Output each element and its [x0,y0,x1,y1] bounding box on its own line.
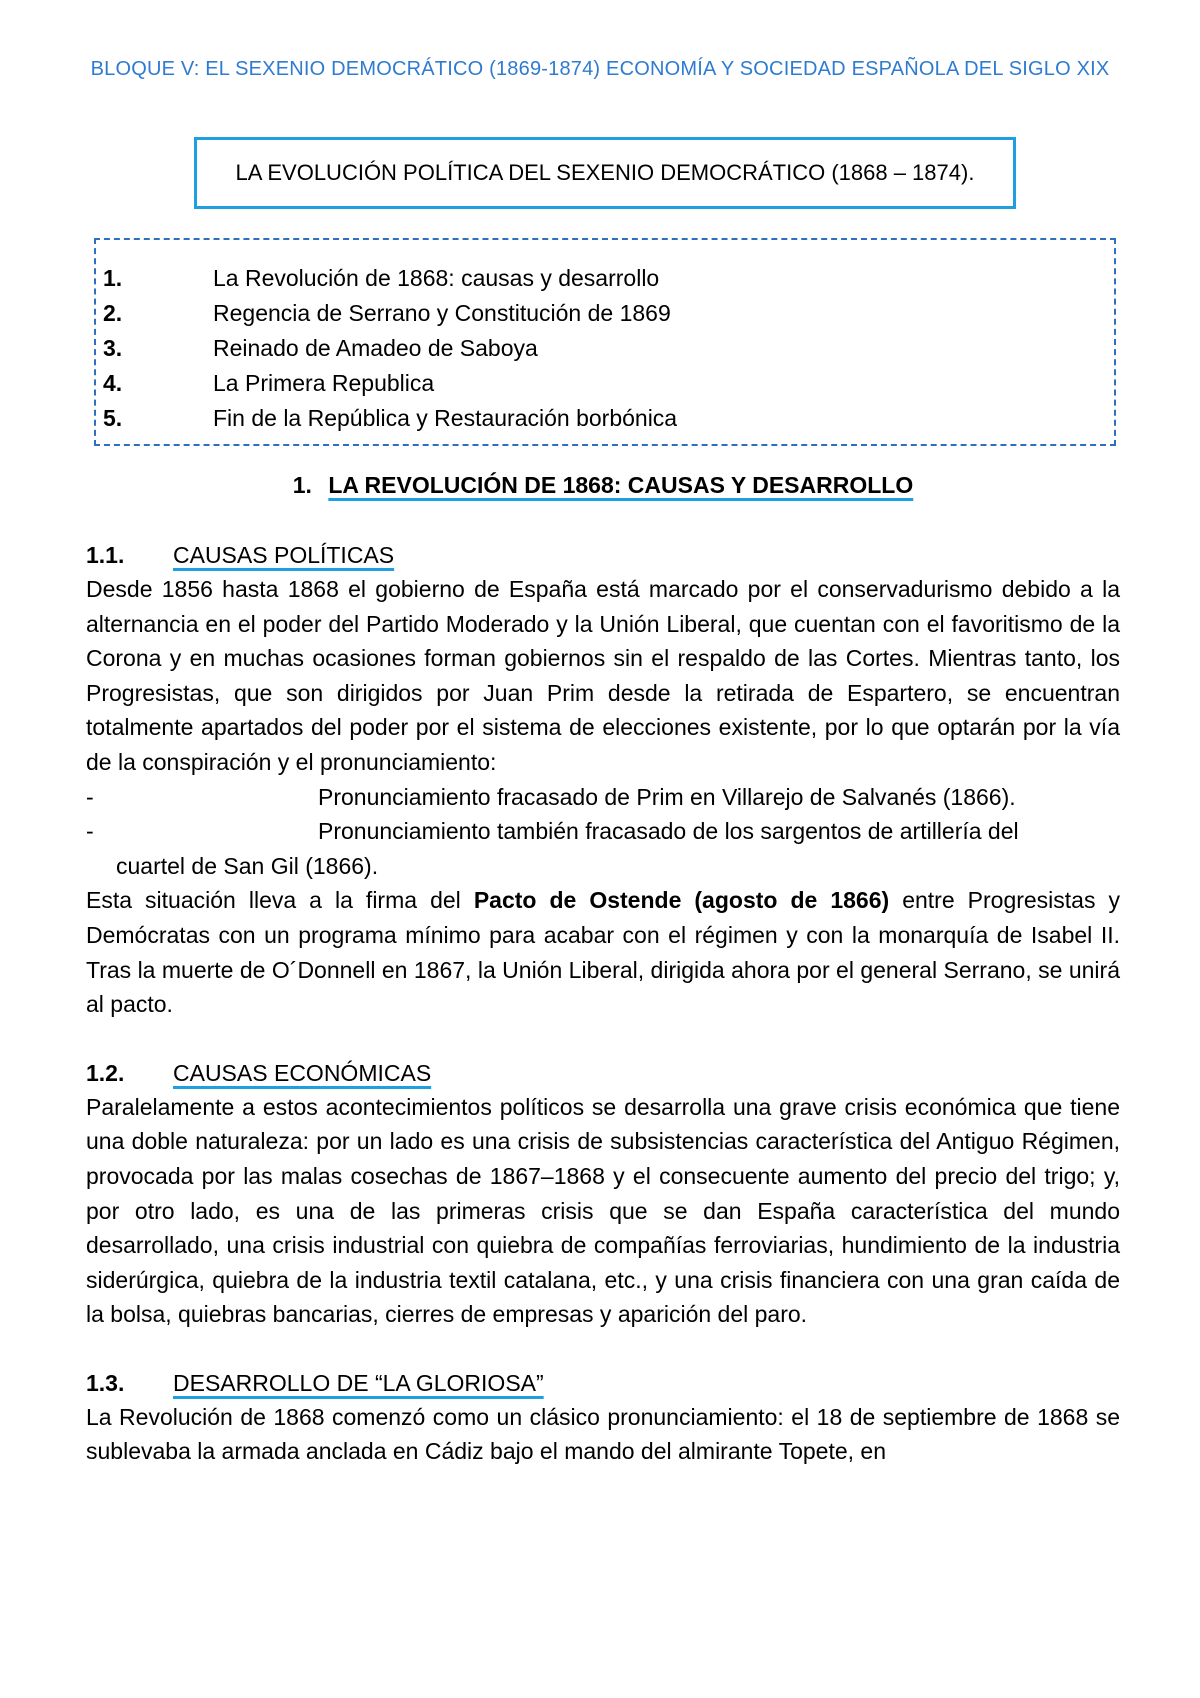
toc-item [103,366,1114,401]
section-title: LA REVOLUCIÓN DE 1868: CAUSAS Y DESARROLLO [328,472,914,498]
toc-text: Reinado de Amadeo de Saboya [213,335,538,361]
toc-text: Regencia de Serrano y Constitución de 1869 [213,300,671,326]
bullet-dash: - [86,783,94,810]
bullet-dash: - [86,818,94,845]
subsection-title: DESARROLLO DE “LA GLORIOSA” [173,1369,544,1396]
subsection-number: 1.1. [86,542,125,568]
subsection-number: 1.2. [86,1059,125,1086]
toc-number: 2. [103,300,123,326]
toc-item [103,261,1114,296]
paragraph-text: Esta situación lleva a la firma del [86,887,474,914]
subsection-title: CAUSAS POLÍTICAS [173,542,395,568]
section-number: 1. [292,472,312,498]
page-header: BLOQUE V: EL SEXENIO DEMOCRÁTICO (1869-1874) ECONOMÍA Y SOCIEDAD ESPAÑOLA DEL SIGLO XIX [90,58,1110,80]
bullet-text: Pronunciamiento fracasado de Prim en Villarejo de Salvanés (1866). [318,783,1016,810]
toc-text: La Revolución de 1868: causas y desarrollo [213,265,660,291]
subsection-title: CAUSAS ECONÓMICAS [173,1059,432,1086]
bullet-text: Pronunciamiento también fracasado de los sargentos de artillería del [318,818,1019,845]
document-title: LA EVOLUCIÓN POLÍTICA DEL SEXENIO DEMOCRÁTICO (1868 – 1874). [235,160,975,185]
main-content [86,468,1120,1469]
toc-item [103,401,1114,436]
subsection-heading [86,1366,1120,1400]
toc-text: La Primera Republica [213,370,435,396]
section-heading [86,468,1120,502]
toc-number: 1. [103,265,123,291]
subsection-heading [86,1056,1120,1090]
toc-number: 3. [103,335,123,361]
toc-number: 4. [103,370,123,396]
bullet-item [86,814,1120,849]
toc-item [103,331,1114,366]
table-of-contents [94,238,1116,446]
paragraph: Desde 1856 hasta 1868 el gobierno de España está marcado por el conservadurismo debido a la alternancia en el poder del Partido Moderado y la Unión Liberal, que cuentan con el favoritismo de la Corona y en muchas ocasiones forman gobiernos sin el respaldo de las Cortes. Mientras tanto, los Progresistas, que son dirigidos por Juan Prim desde la retirada de Espartero, se encuentran totalmente apartados del poder por el sistema de elecciones existente, por lo que optarán por la vía de la conspiración y el pronunciamiento: [86,576,1120,775]
title-box [194,137,1016,209]
paragraph: La Revolución de 1868 comenzó como un clásico pronunciamiento: el 18 de septiembre de 1868 se sublevaba la armada anclada en Cádiz bajo el mando del almirante Topete, en [86,1403,1120,1465]
bold-text: Pacto de Ostende (agosto de 1866) [473,887,890,914]
toc-item [103,296,1114,331]
paragraph [86,883,1120,1021]
subsection-number: 1.3. [86,1369,125,1396]
subsection-heading [86,538,1120,572]
paragraph-text: entre Progresistas y Demócratas con un programa mínimo para acabar con el régimen y con la monarquía de Isabel II. Tras la muerte de O´Donnell en 1867, la Unión Liberal, dirigida ahora por el general Serrano, se unirá al pacto. [86,887,1121,1018]
bullet-item [86,780,1120,815]
toc-number: 5. [103,405,123,431]
paragraph: Paralelamente a estos acontecimientos políticos se desarrolla una grave crisis económica que tiene una doble naturaleza: por un lado es una crisis de subsistencias característica del Antiguo Régimen, provocada por las malas cosechas de 1867–1868 y el consecuente aumento del precio del trigo; y, por otro lado, es una de las primeras crisis que se dan España característica del mundo desarrollado, una crisis industrial con quiebra de compañías ferroviarias, hundimiento de la industria siderúrgica, quiebra de la industria textil catalana, etc., y una crisis financiera con una gran caída de la bolsa, quiebras bancarias, cierres de empresas y aparición del paro. [86,1093,1120,1328]
bullet-continuation: cuartel de San Gil (1866). [116,852,379,879]
toc-text: Fin de la República y Restauración borbónica [213,405,678,431]
